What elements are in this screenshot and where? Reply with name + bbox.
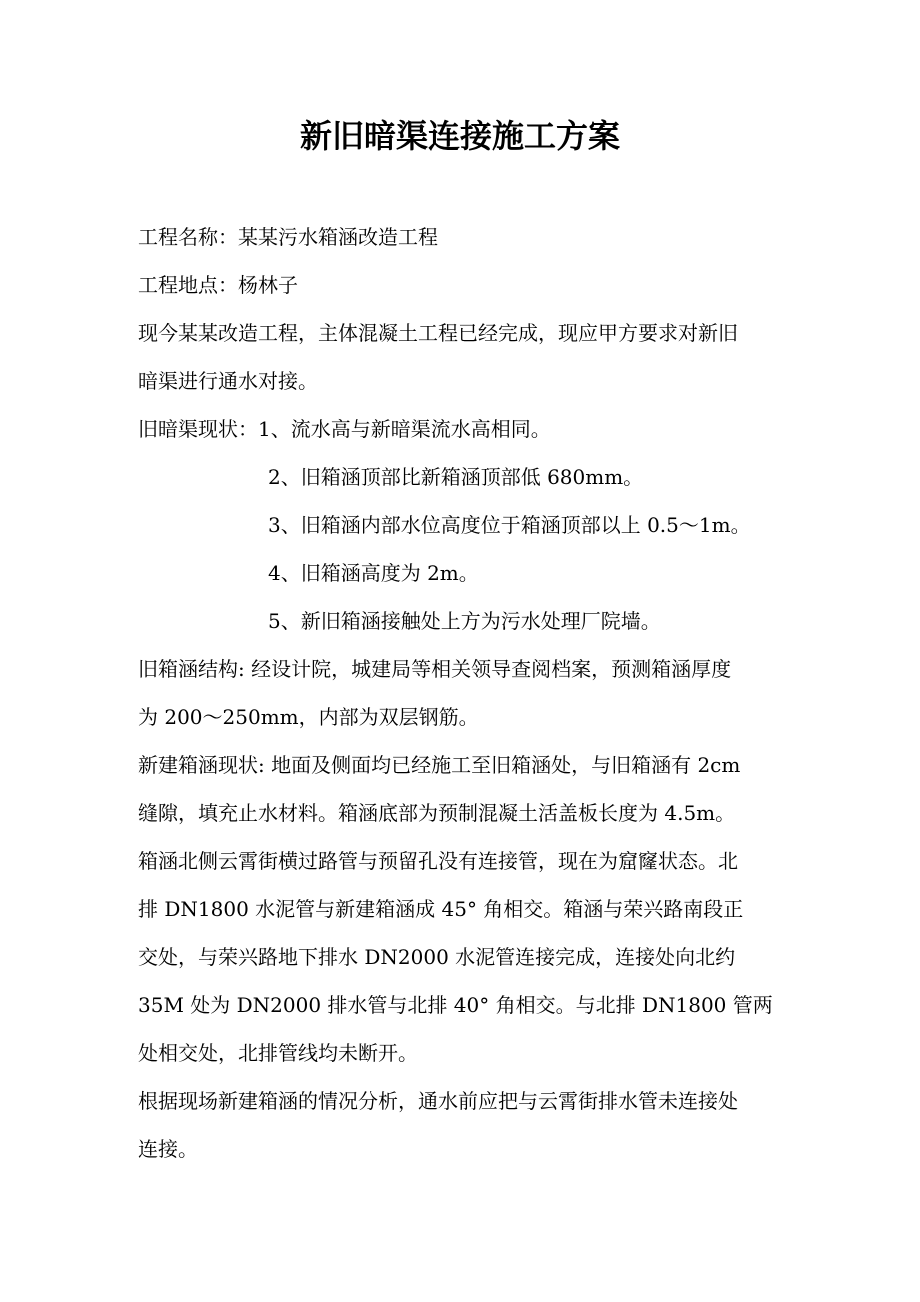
document-title: 新旧暗渠连接施工方案 xyxy=(299,117,620,155)
paragraph-line: 缝隙，填充止水材料。箱涵底部为预制混凝土活盖板长度为 4.5m。 xyxy=(138,801,736,825)
status-item-2: 2、旧箱涵顶部比新箱涵顶部低 680mm。 xyxy=(268,465,644,489)
status-item-4: 4、旧箱涵高度为 2m。 xyxy=(268,561,479,585)
project-location-line: 工程地点：杨林子 xyxy=(138,273,298,297)
paragraph-line: 交处，与荣兴路地下排水 DN2000 水泥管连接完成，连接处向北约 xyxy=(138,945,736,969)
paragraph-line: 35M 处为 DN2000 排水管与北排 40° 角相交。与北排 DN1800 管两 xyxy=(138,993,773,1017)
paragraph-line: 新建箱涵现状: 地面及侧面均已经施工至旧箱涵处，与旧箱涵有 2cm xyxy=(138,753,741,777)
paragraph-line: 处相交处，北排管线均未断开。 xyxy=(138,1041,418,1065)
paragraph-line: 箱涵北侧云霄街横过路管与预留孔没有连接管，现在为窟窿状态。北 xyxy=(138,849,738,873)
status-item-3: 3、旧箱涵内部水位高度位于箱涵顶部以上 0.5～1m。 xyxy=(268,513,751,537)
paragraph-line: 连接。 xyxy=(138,1137,198,1161)
document-body xyxy=(138,213,788,1173)
paragraph-line: 根据现场新建箱涵的情况分析，通水前应把与云霄街排水管未连接处 xyxy=(138,1089,738,1113)
old-culvert-status-line: 旧暗渠现状：1、流水高与新暗渠流水高相同。 xyxy=(138,417,551,441)
paragraph-line: 现今某某改造工程，主体混凝土工程已经完成，现应甲方要求对新旧 xyxy=(138,321,738,345)
paragraph-line: 暗渠进行通水对接。 xyxy=(138,369,318,393)
status-item-5: 5、新旧箱涵接触处上方为污水处理厂院墙。 xyxy=(268,609,661,633)
paragraph-line: 为 200～250mm，内部为双层钢筋。 xyxy=(138,705,479,729)
paragraph-line: 排 DN1800 水泥管与新建箱涵成 45° 角相交。箱涵与荣兴路南段正 xyxy=(138,897,744,921)
project-name-line: 工程名称：某某污水箱涵改造工程 xyxy=(138,225,438,249)
paragraph-line: 旧箱涵结构: 经设计院，城建局等相关领导查阅档案，预测箱涵厚度 xyxy=(138,657,732,681)
